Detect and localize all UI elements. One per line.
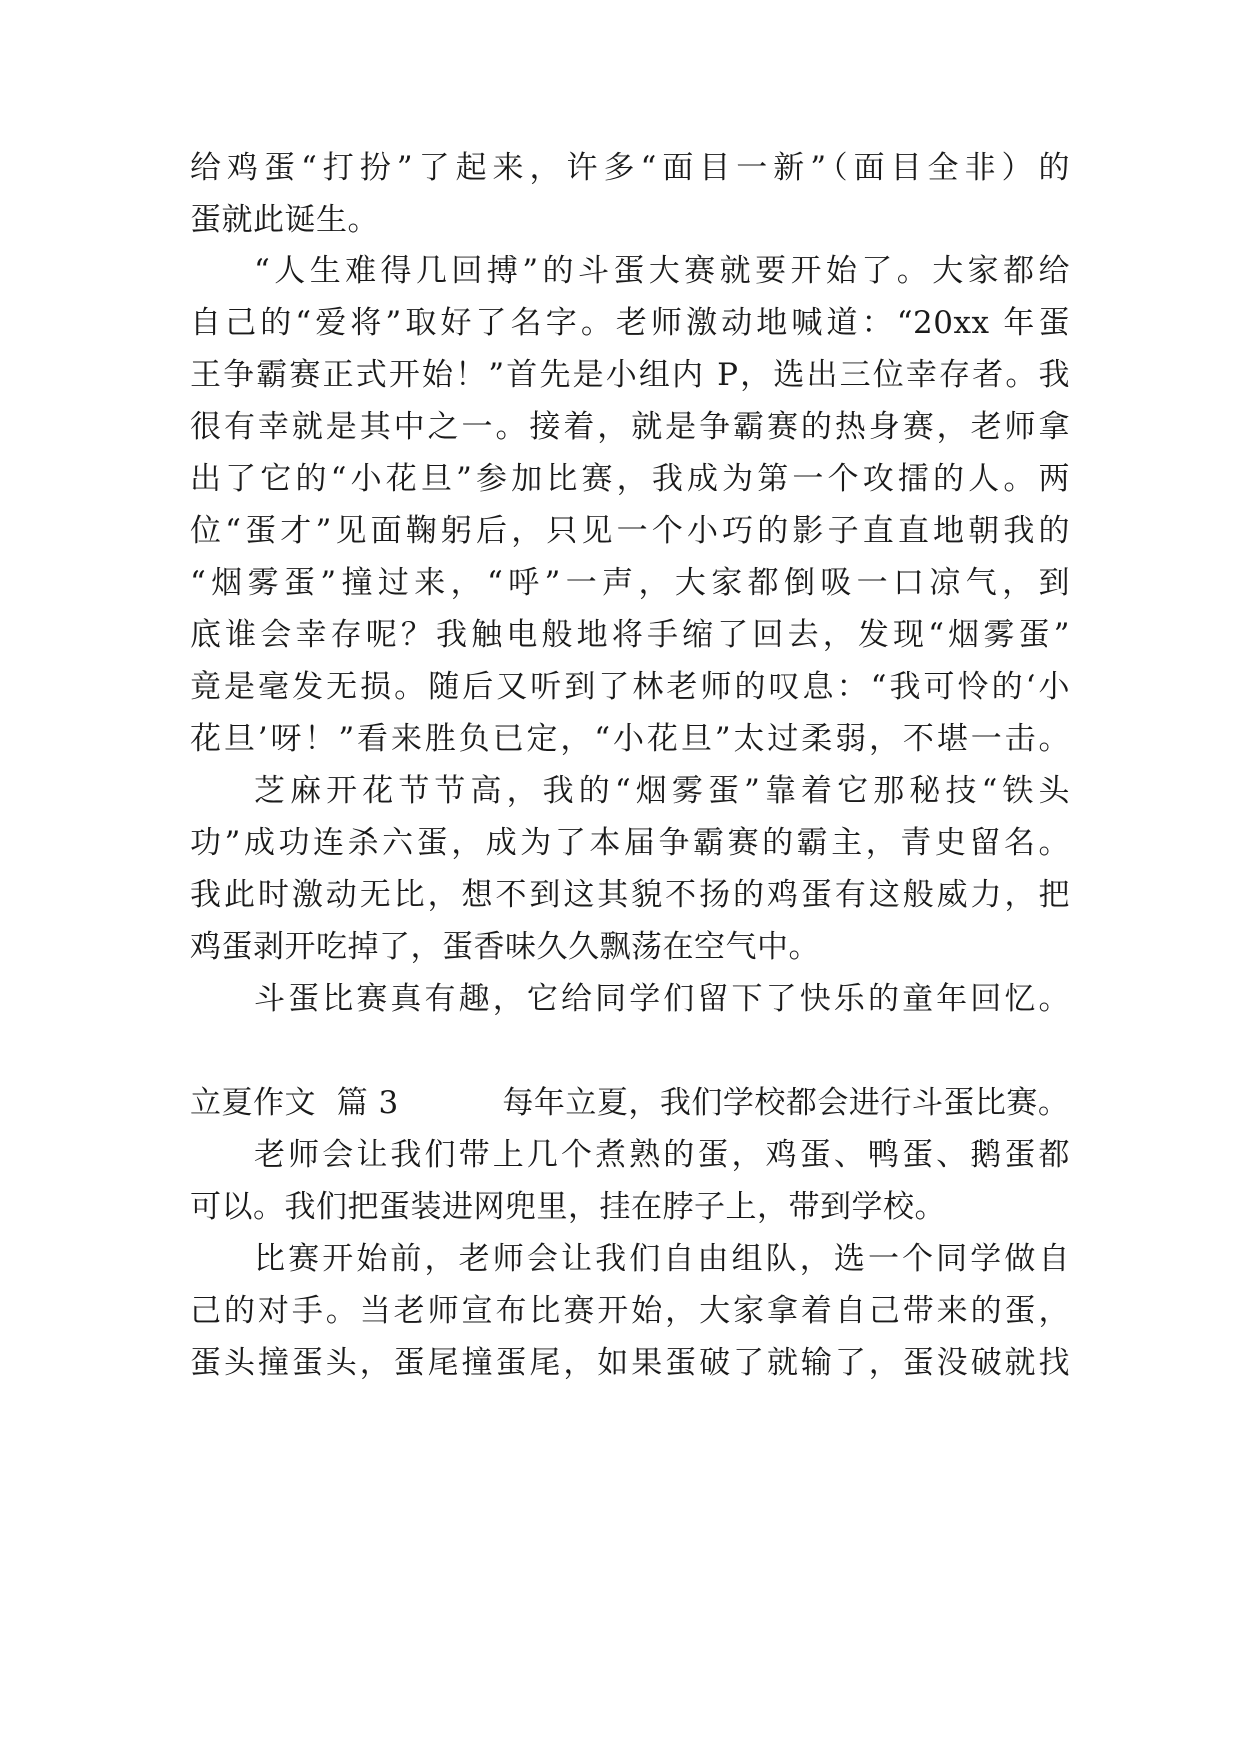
text-line: 鸡蛋剥开吃掉了，蛋香味久久飘荡在空气中。 bbox=[190, 929, 820, 965]
text-line: “烟雾蛋”撞过来，“呼”一声，大家都倒吸一口凉气，到 bbox=[190, 565, 1070, 601]
text-line: 自己的“爱将”取好了名字。老师激动地喊道：“20xx 年蛋 bbox=[190, 305, 1070, 341]
text-line: 可以。我们把蛋装进网兜里，挂在脖子上，带到学校。 bbox=[190, 1189, 946, 1225]
text-line: 比赛开始前，老师会让我们自由组队，选一个同学做自 bbox=[254, 1241, 1070, 1277]
text-line: 我此时激动无比，想不到这其貌不扬的鸡蛋有这般威力，把 bbox=[190, 877, 1070, 913]
text-line: 给鸡蛋“打扮”了起来，许多“面目一新”（面目全非）的 bbox=[190, 150, 1070, 186]
text-line: “人生难得几回搏”的斗蛋大赛就要开始了。大家都给 bbox=[254, 253, 1070, 289]
text-line: 王争霸赛正式开始！”首先是小组内 P，选出三位幸存者。我 bbox=[190, 357, 1070, 393]
text-line: 己的对手。当老师宣布比赛开始，大家拿着自己带来的蛋， bbox=[190, 1293, 1070, 1329]
text-line: 蛋就此诞生。 bbox=[190, 202, 379, 238]
text-line: 蛋头撞蛋头，蛋尾撞蛋尾，如果蛋破了就输了，蛋没破就找 bbox=[190, 1345, 1070, 1381]
text-line: 斗蛋比赛真有趣，它给同学们留下了快乐的童年回忆。 bbox=[254, 981, 1070, 1017]
text-line: 功”成功连杀六蛋，成为了本届争霸赛的霸主，青史留名。 bbox=[190, 825, 1070, 861]
text-line: 位“蛋才”见面鞠躬后，只见一个小巧的影子直直地朝我的 bbox=[190, 513, 1070, 549]
text-line: 底谁会幸存呢？我触电般地将手缩了回去，发现“烟雾蛋” bbox=[190, 617, 1070, 653]
text-line: 很有幸就是其中之一。接着，就是争霸赛的热身赛，老师拿 bbox=[190, 409, 1070, 445]
text-line: 花旦’呀！”看来胜负已定，“小花旦”太过柔弱，不堪一击。 bbox=[190, 721, 1070, 757]
text-line: 出了它的“小花旦”参加比赛，我成为第一个攻擂的人。两 bbox=[190, 461, 1070, 497]
text-line: 竟是毫发无损。随后又听到了林老师的叹息：“我可怜的‘小 bbox=[190, 669, 1070, 705]
text-line: 老师会让我们带上几个煮熟的蛋，鸡蛋、鸭蛋、鹅蛋都 bbox=[254, 1137, 1070, 1173]
text-line: 芝麻开花节节高，我的“烟雾蛋”靠着它那秘技“铁头 bbox=[254, 773, 1070, 809]
section-heading: 立夏作文 篇 3 每年立夏，我们学校都会进行斗蛋比赛。 bbox=[190, 1085, 1070, 1121]
